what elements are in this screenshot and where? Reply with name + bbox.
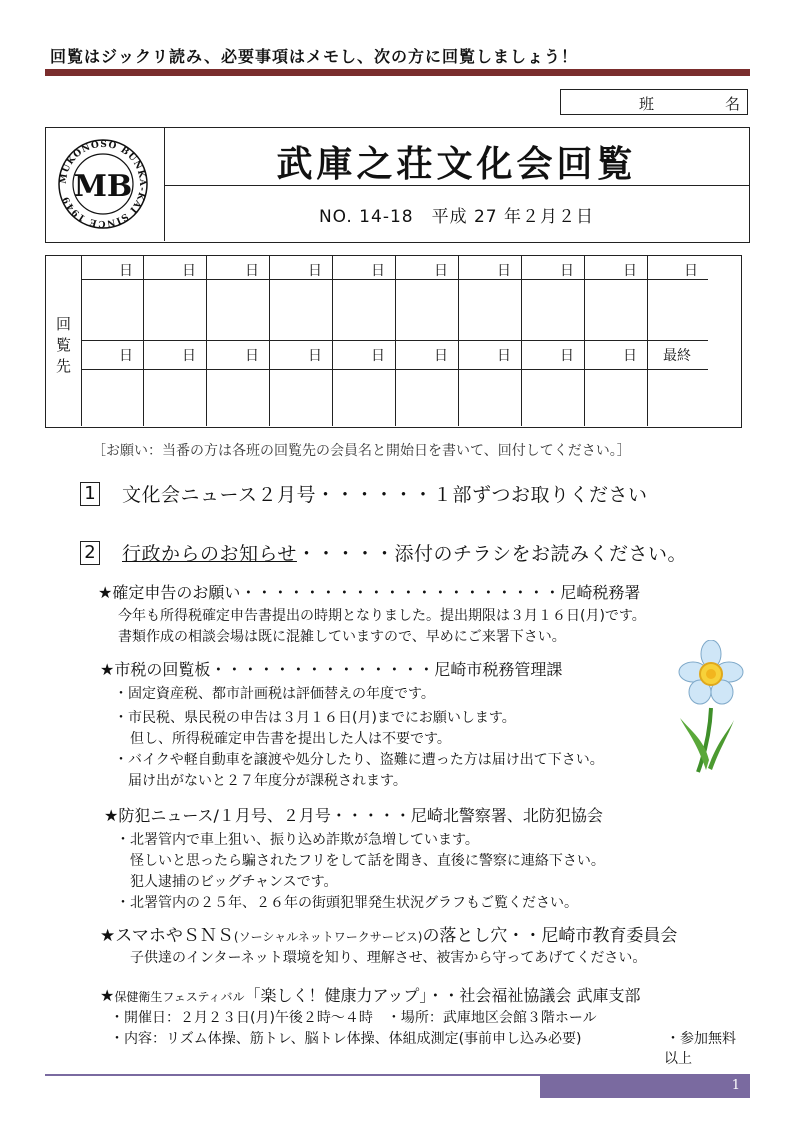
group-label: 班 [639,95,655,113]
notice-heading-crime: ★防犯ニュース/１月号、２月号・・・・・尼崎北警察署、北防犯協会 [104,806,603,825]
routing-day-label: 日 [497,348,511,364]
logo-ring-text: MUKONOSO BUNKA-KAI SINCE 1949 [58,139,148,229]
logo-cell [46,128,165,241]
notice-line: ・北署管内の２５年、２６年の街頭犯罪発生状況グラフもご覧ください。 [116,895,578,911]
routing-name-cell [459,370,522,426]
routing-day-label: 日 [560,263,574,279]
routing-day-label: 日 [684,263,698,279]
routing-date-cell [459,256,522,280]
routing-day-label: 日 [245,263,259,279]
routing-name-cell [585,280,648,341]
item-2-rest: ・・・・・添付のチラシをお読みください。 [296,543,687,565]
routing-date-cell [207,256,270,280]
routing-day-label: 日 [308,348,322,364]
notice-line: ・北署管内で車上狙い、振り込め詐欺が急増しています。 [116,832,479,848]
routing-name-cell [648,280,708,341]
notice-line: 書類作成の相談会場は既に混雑していますので、早めにご来署下さい。 [118,629,566,645]
item-2-text [122,539,687,566]
name-label: 名 [725,95,741,113]
routing-name-cell [648,370,708,426]
routing-date-cell [396,256,459,280]
routing-name-cell [270,280,333,341]
routing-day-label: 日 [371,348,385,364]
notice-line: 届け出がないと２７年度分が課税されます。 [128,773,407,789]
page-title: 武庫之荘文化会回覧 [276,144,637,185]
closing-text: 以上 [664,1051,692,1067]
notice-line: 子供達のインターネット環境を知り、理解させ、被害から守ってあげてください。 [130,950,647,966]
notice-line: ・内容：リズム体操、筋トレ、脳トレ体操、体組成測定(事前申し込み必要) [110,1031,582,1047]
routing-day-label: 日 [434,348,448,364]
routing-name-cell [522,280,585,341]
routing-date-cell [81,256,144,280]
routing-day-label: 日 [623,348,637,364]
routing-name-cell [81,370,144,426]
routing-label-char: 先 [56,357,72,375]
routing-date-cell [81,341,144,370]
routing-date-cell [396,341,459,370]
daffodil-illustration [676,640,746,775]
notice-line: ・固定資産税、都市計画税は評価替えの年度です。 [114,686,435,702]
routing-name-cell [396,370,459,426]
mb-logo [46,128,164,241]
circulation-banner: 回覧はジックリ読み、必要事項はメモし、次の方に回覧しましょう！ [50,47,578,66]
routing-name-cell [333,280,396,341]
notice-heading-sns [100,921,677,946]
notice-line: ・市民税、県民税の申告は３月１６日(月)までにお願いします。 [114,710,516,726]
top-rule [45,69,750,76]
routing-day-label: 日 [371,263,385,279]
routing-name-cell [144,370,207,426]
notice-line: 怪しいと思ったら騙されたフリをして話を聞き、直後に警察に連絡下さい。 [130,853,605,869]
routing-date-cell [144,256,207,280]
routing-date-cell [333,256,396,280]
routing-name-cell [522,370,585,426]
routing-name-cell [396,280,459,341]
routing-date-cell [585,256,648,280]
routing-day-label: 日 [434,263,448,279]
routing-date-cell [585,341,648,370]
routing-date-cell [270,256,333,280]
notice-line: 犯人逮捕のビッグチャンスです。 [130,874,338,890]
sns-heading-small: (ソーシャルネットワークサービス) [233,930,423,944]
notice-line: ・参加無料 [666,1031,736,1047]
item-number-box: 1 [80,482,100,506]
notice-line: ・開催日：２月２３日(月)午後２時～４時 ・場所：武庫地区会館３階ホール [110,1010,597,1026]
routing-date-cell [270,341,333,370]
health-heading-rest: 「楽しく！健康力アップ」・・社会福祉協議会 武庫支部 [244,986,641,1005]
routing-label-char: 回 [56,315,72,333]
routing-date-cell [648,341,708,370]
routing-name-cell [459,280,522,341]
health-heading-star: ★ [100,986,115,1005]
routing-date-cell [207,341,270,370]
routing-date-cell [522,341,585,370]
routing-label [46,256,82,426]
item-2-underlined: 行政からのお知らせ [122,543,297,565]
routing-name-cell [207,370,270,426]
routing-label-char: 覧 [56,336,72,354]
notice-heading-tax-return: ★確定申告のお願い・・・・・・・・・・・・・・・・・・・・尼崎税務署 [98,583,641,602]
notice-line: 但し、所得税確定申告書を提出した人は不要です。 [130,731,451,747]
routing-date-cell [459,341,522,370]
routing-day-label: 日 [623,263,637,279]
routing-day-label: 日 [497,263,511,279]
item-number-box: 2 [80,541,100,565]
routing-name-cell [270,370,333,426]
header-box [45,127,750,243]
notice-heading-city-tax: ★市税の回覧板・・・・・・・・・・・・・・尼崎市税務管理課 [100,660,563,679]
routing-date-cell [522,256,585,280]
notice-heading-health [100,983,641,1006]
sns-heading-rest: の落とし穴・・尼崎市教育委員会 [422,926,678,946]
routing-name-cell [144,280,207,341]
page-number: 1 [731,1078,740,1093]
item-1-text: 文化会ニュース２月号・・・・・・１部ずつお取りください [122,484,648,506]
routing-table [45,255,742,428]
routing-date-cell [648,256,708,280]
sns-heading-main: ★スマホやＳＮＳ [100,926,234,946]
page-number-bar [540,1076,750,1098]
routing-day-label: 日 [245,348,259,364]
routing-day-label: 日 [308,263,322,279]
routing-name-cell [207,280,270,341]
issue-number-date: NO. 14-18 平成 27 年２月２日 [318,207,595,227]
group-name-box [560,89,748,115]
routing-day-label: 日 [119,348,133,364]
logo-initials: MB [73,169,133,204]
routing-day-label: 日 [182,263,196,279]
title-row [164,128,749,186]
routing-name-cell [81,280,144,341]
routing-name-cell [333,370,396,426]
request-note: ［お願い：当番の方は各班の回覧先の会員名と開始日を書いて、回付してください。］ [92,443,631,459]
notice-line: 今年も所得税確定申告書提出の時期となりました。提出期限は３月１６日(月)です。 [118,608,646,624]
routing-day-label: 日 [119,263,133,279]
routing-day-label: 日 [560,348,574,364]
routing-day-label: 日 [182,348,196,364]
routing-name-cell [585,370,648,426]
health-heading-small: 保健衛生フェスティバル [114,990,245,1004]
routing-day-label: 最終 [663,348,691,364]
routing-date-cell [333,341,396,370]
notice-line: ・バイクや軽自動車を譲渡や処分したり、盗難に遭った方は届け出て下さい。 [114,752,604,768]
routing-date-cell [144,341,207,370]
